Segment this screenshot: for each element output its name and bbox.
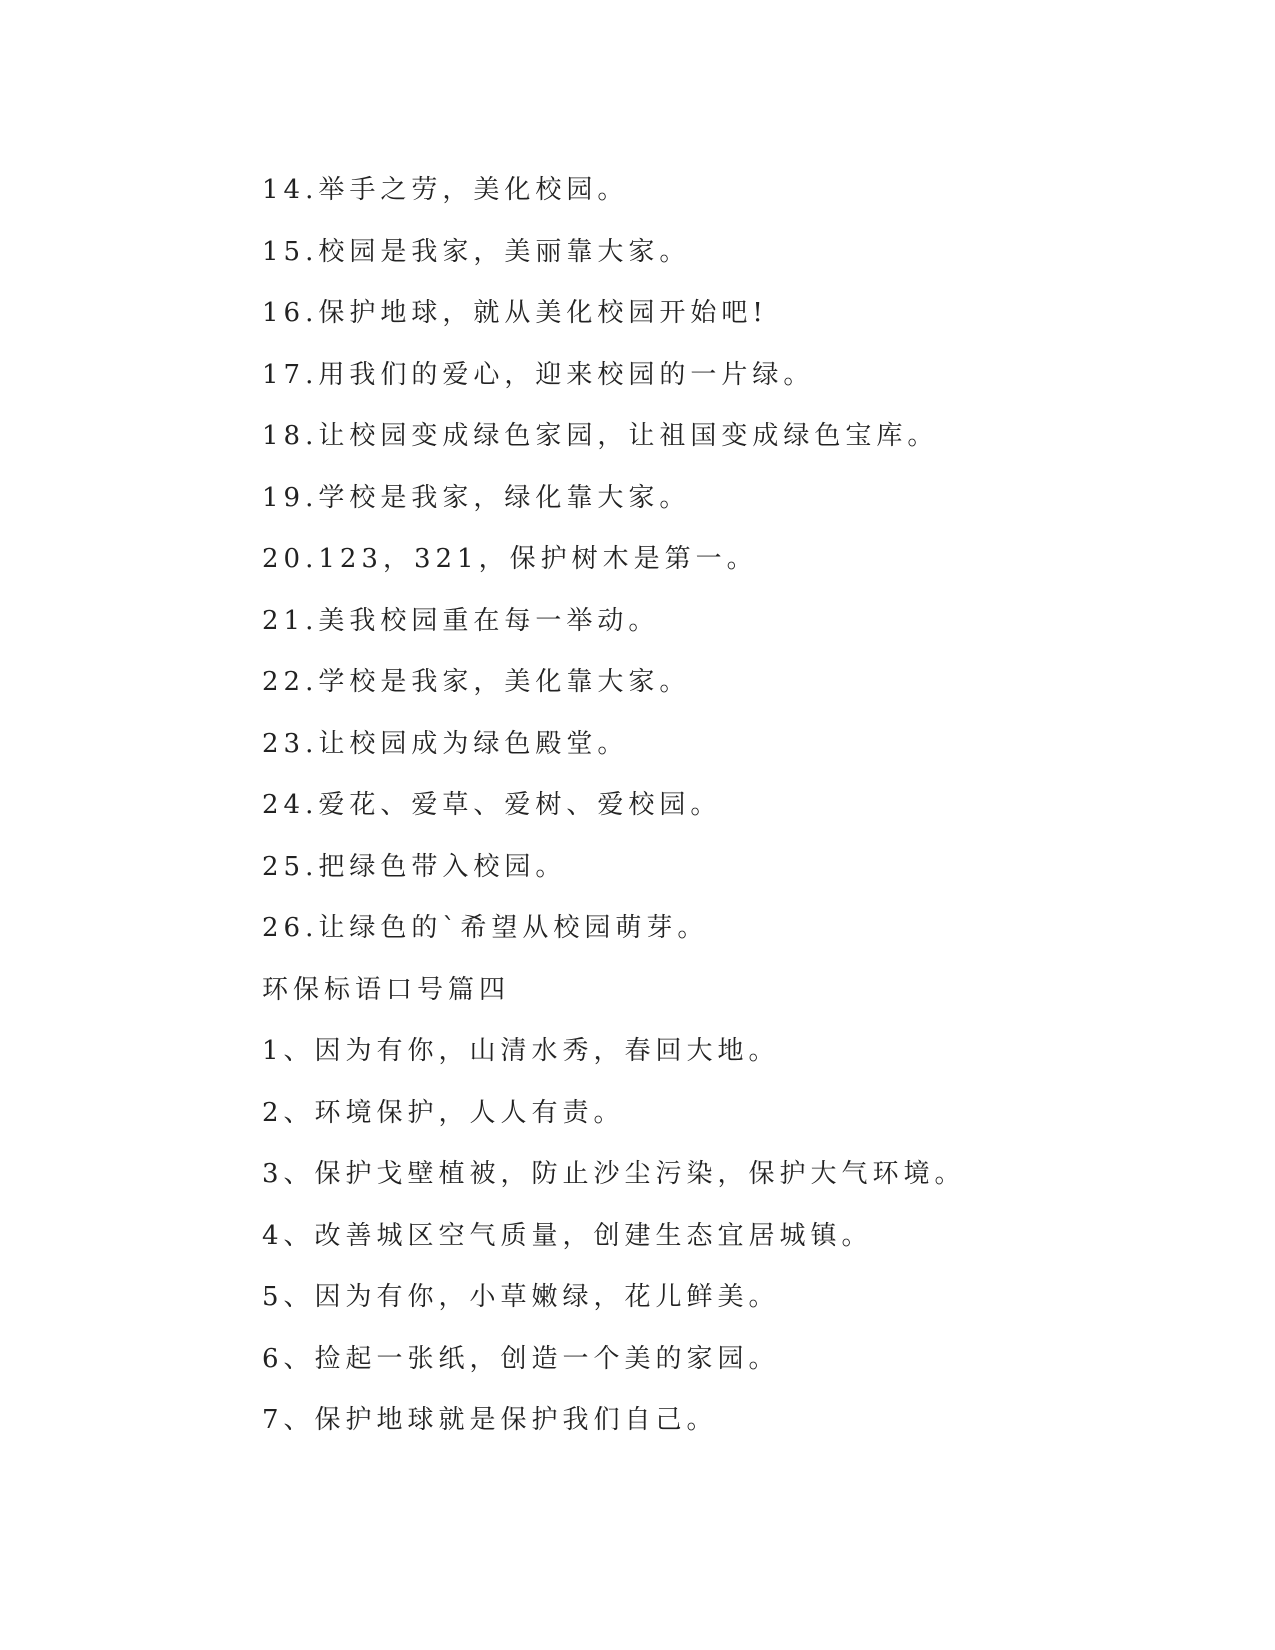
list-item: 2、环境保护，人人有责。 xyxy=(262,1097,625,1128)
list-item: 7、保护地球就是保护我们自己。 xyxy=(262,1405,718,1435)
list-item: 16.保护地球，就从美化校园开始吧! xyxy=(262,298,768,328)
list-item: 22.学校是我家，美化靠大家。 xyxy=(262,667,691,697)
list-item: 15.校园是我家，美丽靠大家。 xyxy=(262,236,691,267)
list-item: 1、因为有你，山清水秀，春回大地。 xyxy=(262,1036,780,1066)
list-item: 5、因为有你，小草嫩绿，花儿鲜美。 xyxy=(262,1282,780,1312)
list-item: 25.把绿色带入校园。 xyxy=(262,851,567,882)
list-item: 19.学校是我家，绿化靠大家。 xyxy=(262,482,691,513)
list-item: 14.举手之劳，美化校园。 xyxy=(262,175,629,205)
list-item: 26.让绿色的`希望从校园萌芽。 xyxy=(262,913,709,943)
document-body xyxy=(262,160,1162,1452)
list-item: 4、改善城区空气质量，创建生态宜居城镇。 xyxy=(262,1220,873,1251)
list-item: 6、捡起一张纸，创造一个美的家园。 xyxy=(262,1343,780,1374)
list-item: 3、保护戈壁植被，防止沙尘污染，保护大气环境。 xyxy=(262,1159,966,1189)
list-item: 21.美我校园重在每一举动。 xyxy=(262,605,660,636)
section-heading: 环保标语口号篇四 xyxy=(262,974,511,1005)
list-item: 17.用我们的爱心，迎来校园的一片绿。 xyxy=(262,359,815,390)
list-item: 24.爱花、爱草、爱树、爱校园。 xyxy=(262,790,722,820)
list-item: 20.123，321，保护树木是第一。 xyxy=(262,544,758,574)
list-item: 23.让校园成为绿色殿堂。 xyxy=(262,728,629,759)
list-item: 18.让校园变成绿色家园，让祖国变成绿色宝库。 xyxy=(262,421,939,451)
